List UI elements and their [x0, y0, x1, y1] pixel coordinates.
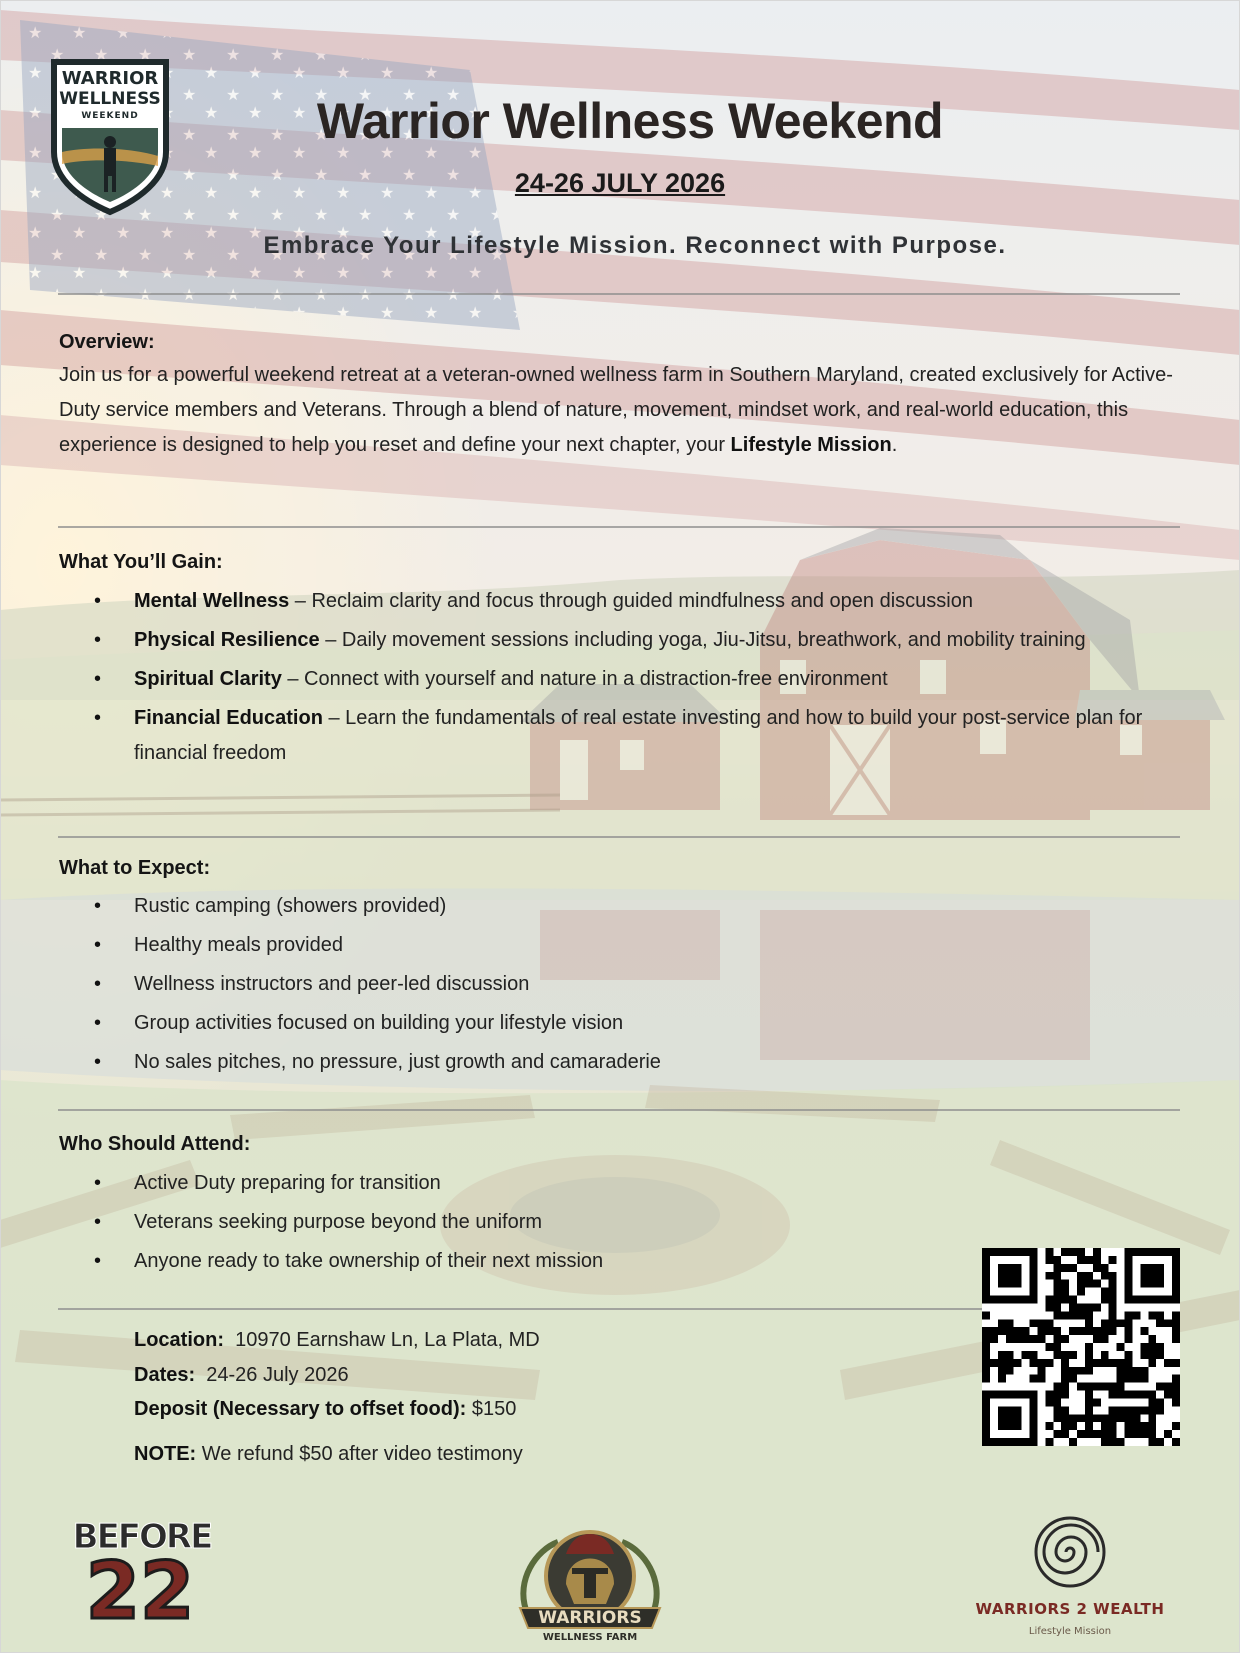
before22-number: 22: [85, 1547, 195, 1637]
attend-item: • Anyone ready to take ownership of their next mission: [94, 1244, 1184, 1279]
wwf-line-2: WELLNESS FARM: [542, 1632, 638, 1643]
overview-emphasis: Lifestyle Mission: [730, 434, 892, 456]
dates-value: 24-26 July 2026: [206, 1364, 349, 1386]
w2w-sub: Lifestyle Mission: [1028, 1626, 1112, 1637]
divider: [58, 836, 1180, 838]
warriors-2-wealth-logo: [960, 1512, 1180, 1642]
attend-item: • Veterans seeking purpose beyond the uniform: [94, 1205, 1184, 1240]
attend-item: • Active Duty preparing for transition: [94, 1166, 1184, 1201]
expect-item: • Group activities focused on building your lifestyle vision: [94, 1006, 1184, 1041]
gain-item: • Physical Resilience – Daily movement sessions including yoga, Jiu-Jitsu, breathwork, and mobility training: [94, 623, 1184, 658]
expect-item: • Healthy meals provided: [94, 928, 1184, 963]
overview-text: Join us for a powerful weekend retreat at a veteran-owned wellness farm in Southern Maryland, created exclusively for Active-Duty service members and Veterans. Through a blend of nature, movement, mindset work, and real-world education, this experience is designed to help you reset and define your next chapter, your Lifestyle Mission.: [59, 364, 1173, 456]
deposit-line: Deposit (Necessary to offset food): $150: [134, 1398, 517, 1420]
expect-item: • Rustic camping (showers provided): [94, 889, 1184, 924]
expect-item: • Wellness instructors and peer-led discussion: [94, 967, 1184, 1002]
event-date: 24-26 JULY 2026: [514, 168, 726, 198]
badge-line-3: WEEKEND: [81, 111, 139, 121]
spartan-helmet-icon: [566, 1534, 614, 1604]
gain-item: • Financial Education – Learn the fundamentals of real estate investing and how to build your post-service plan for financial freedom: [94, 701, 1184, 771]
expect-item: • No sales pitches, no pressure, just growth and camaraderie: [94, 1045, 1184, 1080]
expect-heading: What to Expect:: [59, 857, 211, 879]
badge-line-1: WARRIOR: [61, 68, 159, 89]
divider: [58, 526, 1180, 528]
badge-line-2: WELLNESS: [59, 89, 161, 109]
divider: [58, 293, 1180, 295]
gain-heading: What You’ll Gain:: [59, 551, 223, 573]
before-22-logo: [72, 1512, 212, 1637]
deposit-value: $150: [471, 1398, 517, 1420]
location-value: 10970 Earnshaw Ln, La Plata, MD: [235, 1329, 540, 1351]
wwf-line-1: WARRIORS: [538, 1608, 642, 1628]
gain-list: [94, 584, 1184, 775]
dates-line: Dates: 24-26 July 2026: [134, 1364, 349, 1386]
qr-code-icon[interactable]: [982, 1248, 1180, 1446]
spiral-logo-icon: [1036, 1518, 1104, 1586]
location-line: Location: 10970 Earnshaw Ln, La Plata, MD: [134, 1329, 540, 1351]
attend-heading: Who Should Attend:: [59, 1133, 251, 1155]
gain-item: • Spiritual Clarity – Connect with yourself and nature in a distraction-free environment: [94, 662, 1184, 697]
gain-item: • Mental Wellness – Reclaim clarity and focus through guided mindfulness and open discussion: [94, 584, 1184, 619]
overview-heading: Overview:: [59, 331, 155, 353]
note-value: We refund $50 after video testimony: [201, 1443, 523, 1465]
divider: [58, 1308, 988, 1310]
page-title: Warrior Wellness Weekend: [316, 93, 944, 149]
note-line: NOTE: We refund $50 after video testimony: [134, 1443, 523, 1465]
warriors-wellness-farm-logo: [506, 1520, 674, 1648]
expect-list: [94, 889, 1184, 1084]
before22-word: BEFORE: [72, 1517, 212, 1557]
divider: [58, 1109, 1180, 1111]
w2w-name: WARRIORS 2 WEALTH: [975, 1600, 1165, 1618]
tagline: Embrace Your Lifestyle Mission. Reconnect with Purpose.: [263, 232, 1007, 259]
